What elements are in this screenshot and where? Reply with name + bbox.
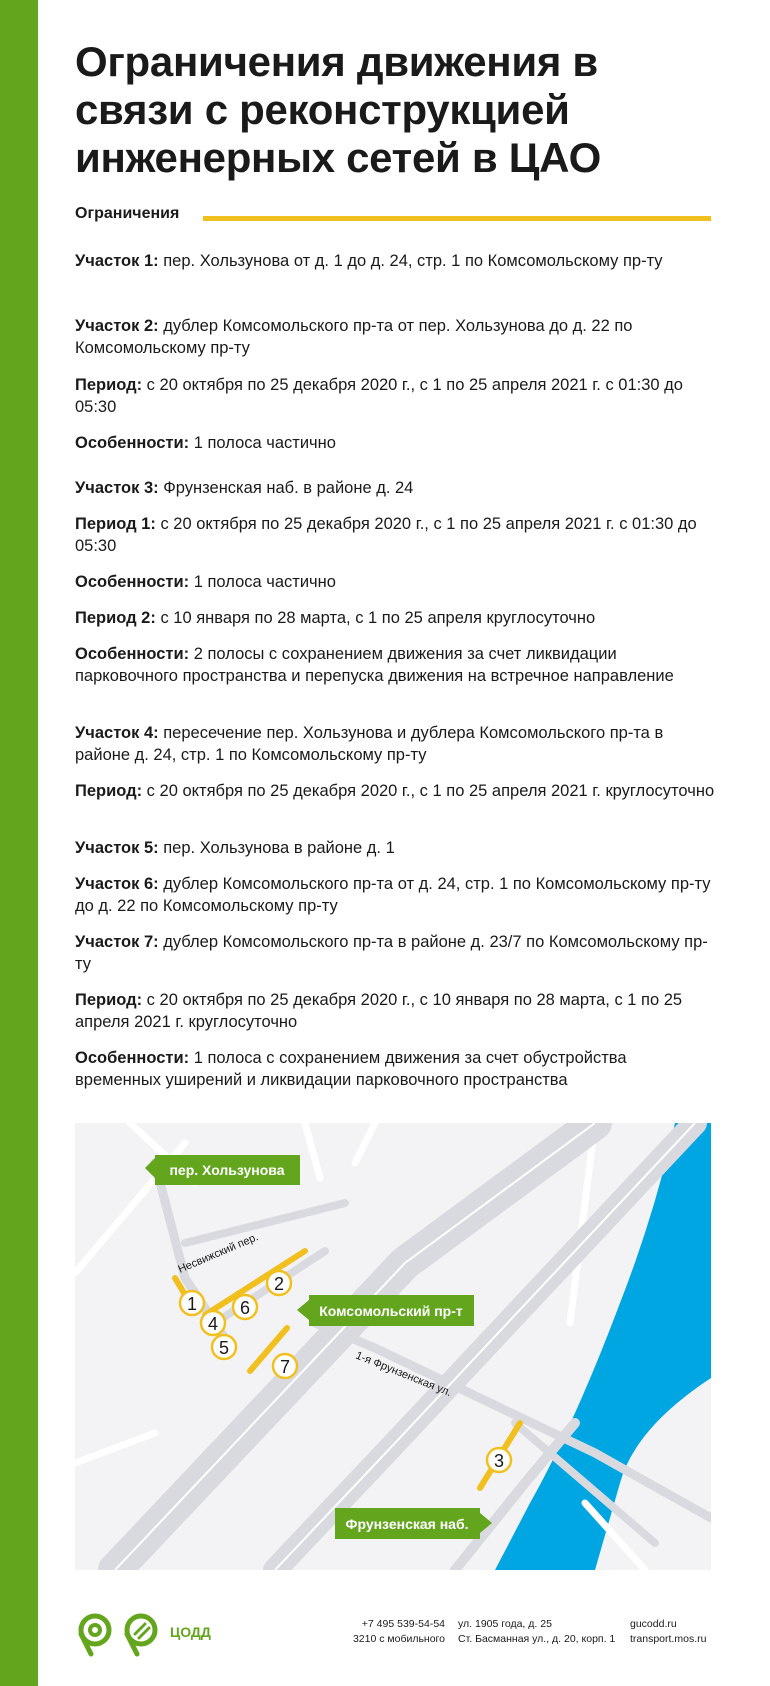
section-divider xyxy=(203,216,711,221)
map-canvas xyxy=(75,1123,711,1570)
item-text: дублер Комсомольского пр-та в районе д. 23/7 по Комсомольскому пр-ту xyxy=(75,933,708,973)
item-label: Участок 5: xyxy=(75,839,159,857)
item-label: Особенности: xyxy=(75,645,190,663)
marker-2 xyxy=(267,1271,291,1295)
label-komsomolsky xyxy=(297,1295,474,1326)
label-komsomolsky-text: Комсомольский пр-т xyxy=(319,1303,463,1319)
restriction-item xyxy=(75,643,715,687)
item-label: Период 1: xyxy=(75,515,156,533)
item-text: с 20 октября по 25 декабря 2020 г., с 1 по 25 апреля 2021 г. с 01:30 до 05:30 xyxy=(75,376,683,416)
item-label: Период: xyxy=(75,991,143,1009)
svg-text:3: 3 xyxy=(493,1451,505,1471)
restriction-item xyxy=(75,432,715,454)
item-text: дублер Комсомольского пр-та от д. 24, стр. 1 по Комсомольскому пр-ту до д. 22 по Комсомольскому пр-ту xyxy=(75,875,711,915)
footer xyxy=(0,1600,770,1686)
item-text: пересечение пер. Хользунова и дублера Комсомольского пр-та в районе д. 24, стр. 1 по Комсомольскому пр-ту xyxy=(75,724,664,764)
item-text: 1 полоса частично xyxy=(189,573,336,591)
item-label: Период 2: xyxy=(75,609,156,627)
item-text: 1 полоса частично xyxy=(189,434,336,452)
restriction-item xyxy=(75,315,715,359)
item-label: Период: xyxy=(75,782,143,800)
footer-addresses xyxy=(458,1617,615,1647)
svg-text:4: 4 xyxy=(207,1314,219,1334)
marker-7 xyxy=(273,1354,297,1378)
restriction-item xyxy=(75,374,715,418)
site-link-transport[interactable]: transport.mos.ru xyxy=(630,1633,707,1645)
brand-name: ЦОДД xyxy=(170,1624,211,1640)
site-link-gucodd[interactable]: gucodd.ru xyxy=(630,1618,677,1630)
marker-3 xyxy=(487,1448,511,1472)
section-heading: Ограничения xyxy=(75,205,180,222)
item-text: Фрунзенская наб. в районе д. 24 xyxy=(158,479,414,497)
restriction-item xyxy=(75,931,715,975)
item-label: Особенности: xyxy=(75,434,190,452)
item-text: пер. Хользунова в районе д. 1 xyxy=(158,839,395,857)
restriction-item xyxy=(75,722,715,766)
restriction-item xyxy=(75,607,715,629)
item-label: Участок 4: xyxy=(75,724,159,742)
label-kholzunova-text: пер. Хользунова xyxy=(169,1162,285,1178)
item-label: Период: xyxy=(75,376,143,394)
label-frunzenskaya-ul: 1-я Фрунзенская ул. xyxy=(353,1349,454,1400)
page-title: Ограничения движения в связи с реконструкцией инженерных сетей в ЦАО xyxy=(75,38,602,181)
footer-sites xyxy=(630,1617,706,1647)
codd-logo-icon xyxy=(75,1610,165,1660)
svg-text:1: 1 xyxy=(186,1294,198,1314)
address-1: ул. 1905 года, д. 25 xyxy=(458,1618,552,1630)
item-text: с 20 октября по 25 декабря 2020 г., с 10 января по 28 марта, с 1 по 25 апреля 2021 г. круглосуточно xyxy=(75,991,683,1031)
item-text: с 20 октября по 25 декабря 2020 г., с 1 по 25 апреля 2021 г. круглосуточно xyxy=(142,782,715,800)
item-text: с 10 января по 28 марта, с 1 по 25 апреля круглосуточно xyxy=(155,609,596,627)
label-frunzenskaya-nab xyxy=(335,1508,492,1539)
item-text: дублер Комсомольского пр-та от пер. Хользунова до д. 22 по Комсомольскому пр-ту xyxy=(75,317,633,357)
label-kholzunova xyxy=(145,1155,300,1185)
restriction-item xyxy=(75,250,715,272)
item-label: Особенности: xyxy=(75,573,190,591)
marker-5 xyxy=(212,1335,236,1359)
restriction-item xyxy=(75,873,715,917)
item-text: 1 полоса с сохранением движения за счет обустройства временных уширений и ликвидации парковочного пространства xyxy=(75,1049,627,1089)
svg-text:7: 7 xyxy=(279,1357,291,1377)
item-text: пер. Хользунова от д. 1 до д. 24, стр. 1 по Комсомольскому пр-ту xyxy=(158,252,663,270)
marker-4 xyxy=(201,1311,225,1335)
svg-text:2: 2 xyxy=(273,1274,285,1294)
restriction-item xyxy=(75,571,715,593)
item-label: Участок 2: xyxy=(75,317,159,335)
restriction-item xyxy=(75,780,715,802)
label-frunzenskaya-nab-text: Фрунзенская наб. xyxy=(345,1516,469,1532)
label-nesvizhsky: Несвижский пер. xyxy=(176,1231,261,1276)
marker-6 xyxy=(233,1295,257,1319)
phone-mobile: 3210 с мобильного xyxy=(352,1633,445,1645)
restriction-item xyxy=(75,989,715,1033)
phone-primary: +7 495 539-54-54 xyxy=(361,1618,445,1630)
item-label: Участок 6: xyxy=(75,875,159,893)
address-2: Ст. Басманная ул., д. 20, корп. 1 xyxy=(458,1633,616,1645)
side-accent-bar xyxy=(0,0,38,1686)
item-label: Особенности: xyxy=(75,1049,190,1067)
restriction-item xyxy=(75,1047,715,1091)
site-map xyxy=(75,1123,711,1570)
marker-1 xyxy=(180,1291,204,1315)
item-text: с 20 октября по 25 декабря 2020 г., с 1 по 25 апреля 2021 г. с 01:30 до 05:30 xyxy=(75,515,697,555)
footer-phones xyxy=(340,1617,445,1647)
item-text: 2 полосы с сохранением движения за счет ликвидации парковочного пространства и перепуска движения на встречное направление xyxy=(75,645,674,685)
restriction-item xyxy=(75,477,715,499)
svg-text:6: 6 xyxy=(239,1298,251,1318)
item-label: Участок 1: xyxy=(75,252,159,270)
restriction-item xyxy=(75,513,715,557)
restriction-item xyxy=(75,837,715,859)
item-label: Участок 3: xyxy=(75,479,159,497)
svg-text:5: 5 xyxy=(218,1338,230,1358)
item-label: Участок 7: xyxy=(75,933,159,951)
